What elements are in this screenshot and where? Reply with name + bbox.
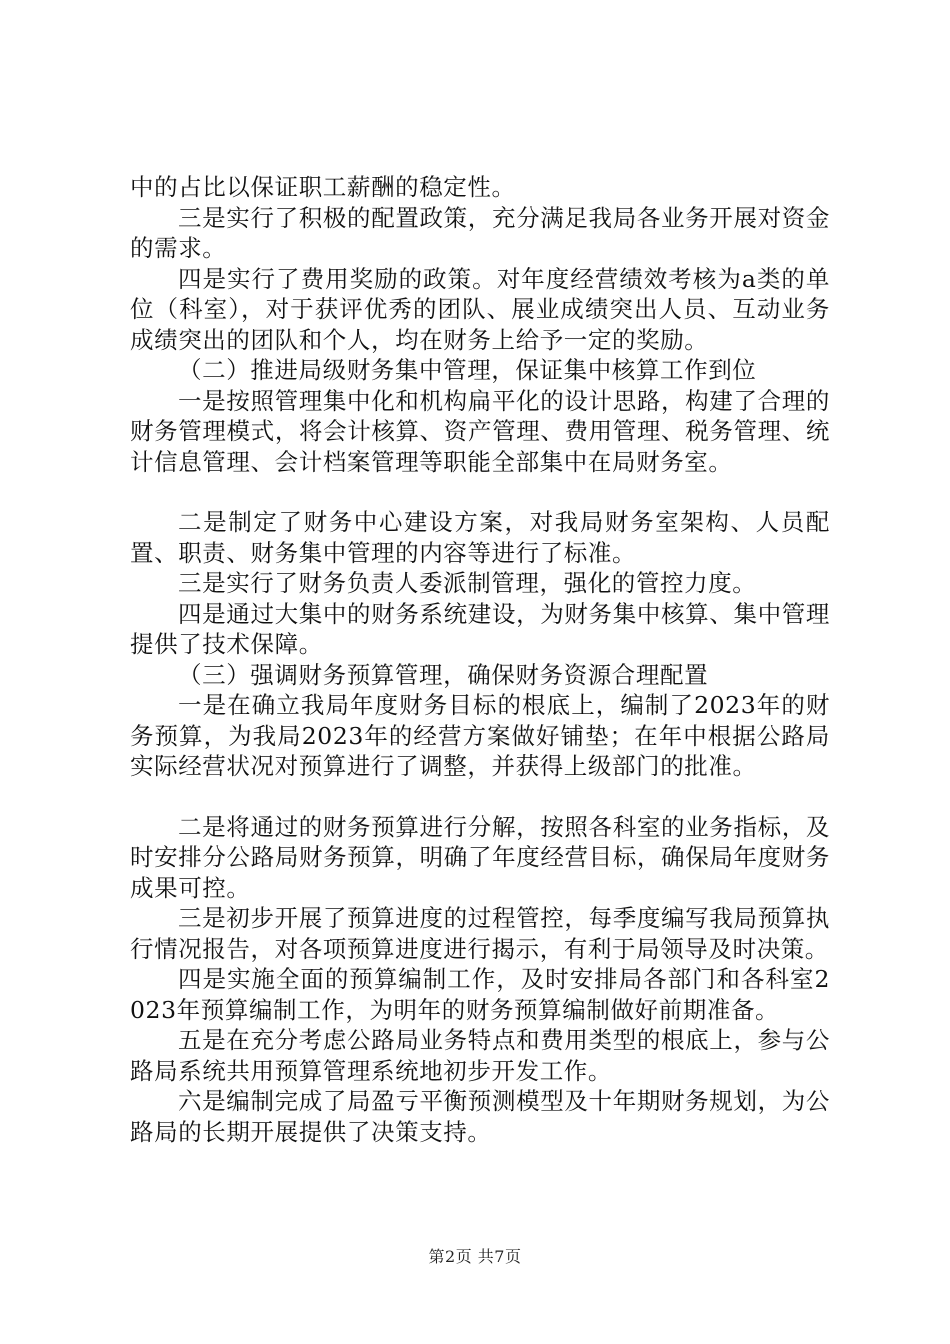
paragraph-expense-reward: 四是实行了费用奖励的政策。对年度经营绩效考核为a类的单位（科室），对于获评优秀的团队、展业成绩突出人员、互动业务成绩突出的团队和个人，均在财务上给予一定的奖励。 [130,264,830,354]
paragraph-gap [130,477,830,507]
paragraph-forecast-model: 六是编制完成了局盈亏平衡预测模型及十年期财务规划，为公路局的长期开展提供了决策支持。 [130,1087,830,1146]
paragraph-budget-prep: 一是在确立我局年度财务目标的根底上，编制了2023年的财务预算，为我局2023年的经营方案做好铺垫；在年中根据公路局实际经营状况对预算进行了调整，并获得上级部门的批准。 [130,691,830,780]
paragraph-gap [130,782,830,812]
paragraph-budget-breakdown: 二是将通过的财务预算进行分解，按照各科室的业务指标，及时安排分公路局财务预算，明确了年度经营目标，确保局年度财务成果可控。 [130,812,830,902]
paragraph-progress-control: 三是初步开展了预算进度的过程管控，每季度编写我局预算执行情况报告，对各项预算进度进行揭示，有利于局领导及时决策。 [130,904,830,963]
section-heading-three: （三）强调财务预算管理，确保财务资源合理配置 [178,660,709,689]
paragraph-continuation: 中的占比以保证职工薪酬的稳定性。 [130,173,516,201]
page-number: 第2页 共7页 [428,1247,522,1266]
paragraph-allocation-policy: 三是实行了积极的配置政策，充分满足我局各业务开展对资金的需求。 [130,203,830,262]
paragraph-center-plan: 二是制定了财务中心建设方案，对我局财务室架构、人员配置、职责、财务集中管理的内容等进行了标准。 [130,508,830,567]
paragraph-full-budget: 四是实施全面的预算编制工作，及时安排局各部门和各科室2023年预算编制工作，为明年的财务预算编制做好前期准备。 [130,965,830,1024]
section-heading-two: （二）推进局级财务集中管理，保证集中核算工作到位 [178,356,757,384]
paragraph-system-dev: 五是在充分考虑公路局业务特点和费用类型的根底上，参与公路局系统共用预算管理系统地初步开发工作。 [130,1026,830,1085]
document-body [130,172,830,1147]
paragraph-appointment: 三是实行了财务负责人委派制管理，强化的管控力度。 [178,569,757,597]
paragraph-system-build: 四是通过大集中的财务系统建设，为财务集中核算、集中管理提供了技术保障。 [130,599,830,658]
paragraph-management-model: 一是按照管理集中化和机构扁平化的设计思路，构建了合理的财务管理模式，将会计核算、资产管理、费用管理、税务管理、统计信息管理、会计档案管理等职能全部集中在局财务室。 [130,386,830,476]
